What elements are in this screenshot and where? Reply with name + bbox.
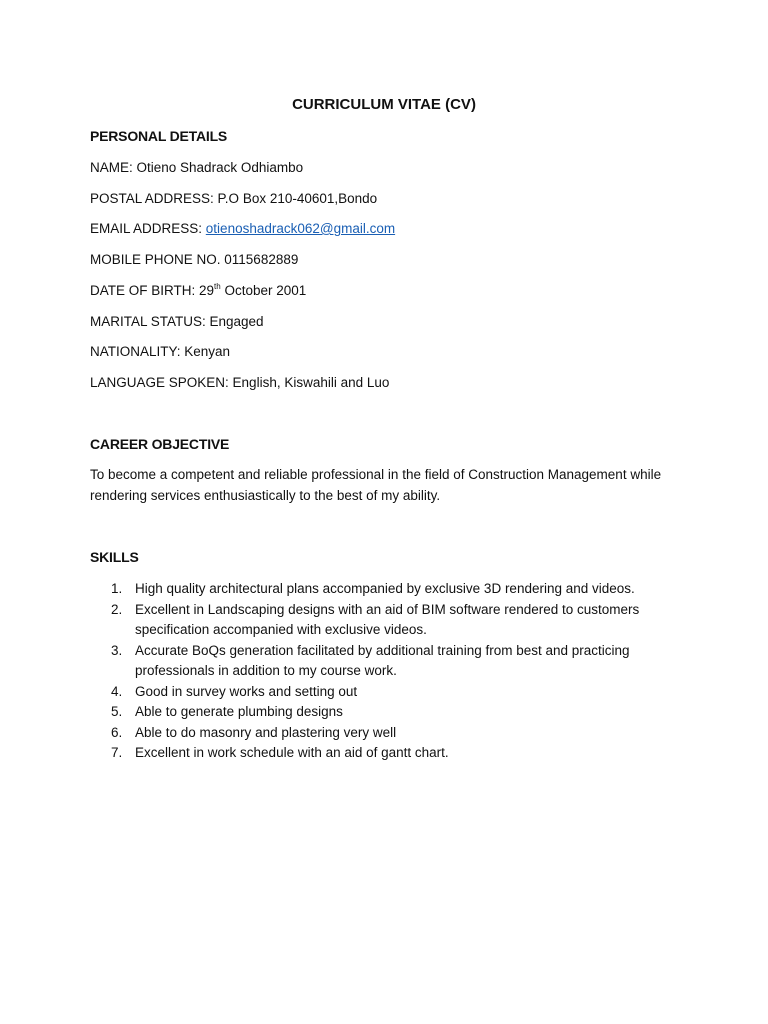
skill-number: 7. [111, 745, 123, 760]
career-objective-text: To become a competent and reliable professional in the field of Construction Management while rendering services enthusiastically to the best of my ability. [90, 467, 662, 503]
skill-item [90, 723, 690, 744]
document-title: CURRICULUM VITAE (CV) [292, 96, 476, 113]
skill-text: Excellent in work schedule with an aid of gantt chart. [135, 745, 449, 760]
skill-number: 2. [111, 601, 123, 617]
mobile-phone-label: MOBILE PHONE NO. [90, 252, 225, 267]
postal-address-label: POSTAL ADDRESS: [90, 191, 218, 206]
skill-number: 1. [111, 581, 123, 596]
name-line [90, 159, 303, 177]
language-spoken-value: English, Kiswahili and Luo [232, 375, 390, 390]
language-spoken-label: LANGUAGE SPOKEN: [90, 375, 233, 390]
date-of-birth-rest: October 2001 [220, 283, 307, 298]
career-objective-heading: CAREER OBJECTIVE [90, 436, 230, 452]
nationality-value: Kenyan [184, 344, 231, 359]
skill-text: Able to do masonry and plastering very well [135, 724, 397, 740]
name-label: NAME: [90, 160, 137, 175]
date-of-birth-label: DATE OF BIRTH: [90, 283, 200, 298]
skill-number: 3. [111, 642, 123, 658]
personal-details-heading: PERSONAL DETAILS [90, 128, 228, 144]
skill-number: 6. [111, 724, 123, 740]
skill-item [90, 743, 690, 764]
skills-heading: SKILLS [90, 549, 139, 565]
skill-number: 5. [111, 704, 123, 719]
email-link[interactable]: otienoshadrack062@gmail.com [205, 221, 396, 236]
skill-item [90, 702, 690, 723]
postal-address-value: P.O Box 210-40601,Bondo [217, 191, 378, 206]
date-of-birth-line [90, 282, 306, 300]
date-of-birth-day: 29 [199, 283, 215, 298]
mobile-phone-line [90, 251, 298, 269]
skill-text: Accurate BoQs generation facilitated by additional training from best and practicing professionals in addition to my course work. [135, 642, 630, 678]
skill-item [90, 682, 690, 703]
nationality-line [90, 343, 230, 361]
email-address-label: EMAIL ADDRESS: [90, 221, 206, 236]
language-spoken-line [90, 374, 389, 392]
skill-item [90, 579, 690, 600]
skill-number: 4. [111, 683, 123, 699]
postal-address-line [90, 190, 377, 208]
marital-status-label: MARITAL STATUS: [90, 314, 210, 329]
mobile-phone-value: 0115682889 [224, 252, 299, 267]
name-value: Otieno Shadrack Odhiambo [136, 160, 304, 175]
marital-status-value: Engaged [209, 314, 264, 329]
skill-text: Able to generate plumbing designs [135, 704, 343, 719]
email-address-line [90, 220, 395, 238]
date-of-birth-suffix: th [214, 281, 221, 291]
skill-text: High quality architectural plans accompanied by exclusive 3D rendering and videos. [135, 581, 635, 596]
skills-list [90, 579, 690, 764]
skill-text: Good in survey works and setting out [135, 683, 358, 699]
skill-text: Excellent in Landscaping designs with an aid of BIM software rendered to customers specification accompanied with exclusive videos. [135, 601, 640, 637]
nationality-label: NATIONALITY: [90, 344, 185, 359]
marital-status-line [90, 313, 264, 331]
skill-item [90, 641, 690, 682]
skill-item [90, 600, 690, 641]
